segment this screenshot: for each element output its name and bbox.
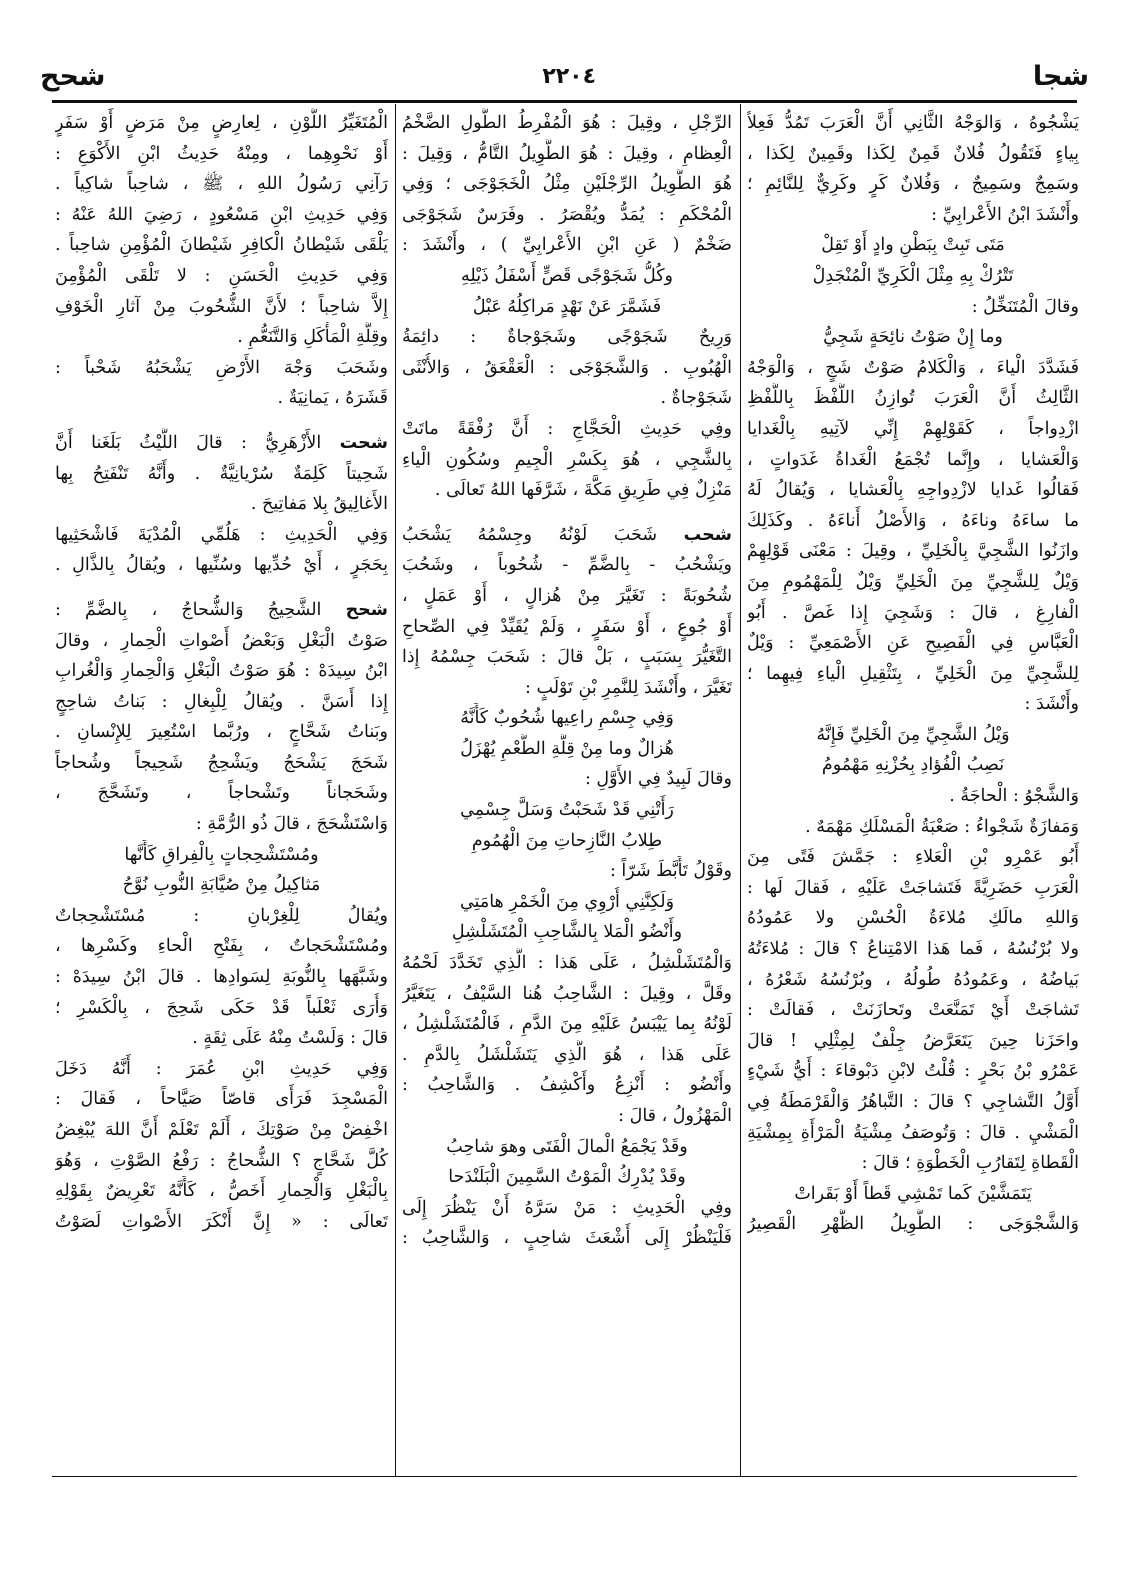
text-line: [55, 993, 388, 1024]
line-text: رَأَتْنِي قَدْ شَحَبْتُ وَسَلَّ جِسْمِي: [460, 800, 674, 821]
entry-headword: شحت: [339, 432, 388, 453]
line-text: شَجَوْجاةٌ .: [660, 388, 732, 409]
text-line: [55, 520, 388, 551]
verse-line: [402, 826, 732, 857]
line-text: وأَنْضُو الْمَلا بِالشَّاحِبِ الْمُتَشَلْشِلِ: [451, 922, 683, 943]
text-line: [402, 1223, 732, 1254]
line-text: بِياءٍ فَتَقُولُ فُلانٌ قَمِنٌ لِكَذا وقَمِينٌ لِكَذا ،: [747, 143, 1079, 164]
text-line: [55, 353, 388, 384]
verse-line: [747, 750, 1079, 781]
line-text: بِحَجَرٍ ، أَيْ حُدِّيها وسُنِّيها ، ويُقالُ بِالذَّالِ .: [55, 555, 388, 576]
text-line: [747, 873, 1079, 904]
line-text: الشَّحِيجُ وَالشُّحاجُ ، بِالضَّمِّ :: [55, 599, 346, 620]
line-text: الْهُبُوبِ . وَالشَّجَوْجَى : الْعَقْعَقُ ، وَالأُنْثَى: [402, 357, 732, 378]
line-text: عَلَى هَذا ، هُوَ الَّذِي يَتَشَلْشَلُ بِالدَّمِ .: [402, 1044, 732, 1065]
line-text: واحَزَنا حِينَ يَتَعَرَّضُ جِلْفٌ لِمِثْلِي ! قالَ: [747, 1030, 1079, 1051]
text-line: [55, 292, 388, 323]
text-line: [402, 169, 732, 200]
line-text: صَوْتُ الْبَغْلِ وَبَعْضُ أَصْواتِ الْحِمارِ ، وقالَ: [55, 630, 388, 651]
text-line: [747, 842, 1079, 873]
verse-line: [402, 795, 732, 826]
verse-line: [402, 1162, 732, 1193]
column-left: [55, 108, 388, 1470]
text-line: [747, 536, 1079, 567]
line-text: شَحَجَ يَشْحَجُ ويَشْحِجُ شَحِيجاً وشُحاجاً: [55, 752, 388, 773]
text-line: [747, 108, 1079, 139]
text-line: [402, 322, 732, 353]
line-text: ويَشْحُبُ - بِالضَّمِّ - شُحُوباً ، وشَحُبَ: [402, 555, 732, 576]
line-text: كُلَّ شَحَّاجٍ ؟ الشُّحاجُ : رَفْعُ الصَّوْتِ ، وَهُوَ: [55, 1150, 388, 1171]
text-line: [55, 428, 388, 459]
line-text: وَفِي الْحَدِيثِ : هَلُمِّي الْمُدْيَةَ فَاشْحَثِيها: [55, 524, 388, 545]
line-text: فَشَمَّرَ عَنْ نَهْدٍ مَراكِلُهُ عَبْلُ: [472, 296, 662, 317]
line-text: وَفِي حَدِيثِ الْحَسَنِ : لا تَلْقَى الْمُؤْمِنَ: [55, 265, 388, 286]
line-text: قَشَرَهُ ، يَمانِيَةٌ .: [277, 388, 388, 409]
text-line: [55, 1023, 388, 1054]
line-text: وَالشَّجْوُ : الْحاجَةُ .: [949, 786, 1079, 807]
line-text: ولا بُرْنُسُهُ ، فَما هَذا الامْتِناعُ ؟ قالَ : مُلاءَتُهُ: [747, 939, 1079, 960]
verse-line: [402, 917, 732, 948]
line-text: وَأُرَى ثَعْلَباً قَدْ حَكَى شَحِجَ ، بِالْكَسْرِ ؛: [55, 997, 388, 1018]
text-line: [402, 475, 732, 506]
line-text: وقالَ الْمُتَنَخِّلُ :: [971, 296, 1079, 317]
line-text: وَفِي حَدِيثِ ابْنِ عُمَرَ : أَنَّهُ دَخَلَ: [55, 1058, 388, 1079]
line-text: وَرِيحٌ شَجَوْجًى وشَجَوْجاةٌ : دائِمَةُ: [402, 327, 732, 348]
text-line: [55, 1207, 388, 1238]
line-text: أَوَّلُ التَّشاجِي ؟ قالَ : التَّباهُرُ وَالْقَرْمَطَةُ فِي: [747, 1092, 1079, 1112]
line-text: وَمَفازَةٌ شَجْواءُ : صَعْبَةُ الْمَسْلَكِ مَهْمَهٌ .: [805, 816, 1079, 837]
line-text: الْمَسْجِدَ فَرَأَى قاصّاً صَيَّاحاً ، فَقالَ :: [55, 1089, 388, 1110]
line-text: وشَحَجاناً وتَشْحاجاً ، وتَشَحَّجَ ،: [55, 783, 388, 804]
text-line: [55, 200, 388, 231]
line-text: الْمُتَغَيِّرُ اللَّوْنِ ، لِعارِضٍ مِنْ مَرَضٍ أَوْ سَفَرٍ: [55, 113, 388, 133]
verse-line: [747, 261, 1079, 292]
line-text: نَصِبُ الْفُؤادِ بِحُزْنِهِ مَهْمُومُ: [821, 755, 1005, 776]
line-text: هُوَ الطَّوِيلُ الرِّجْلَيْنِ مِثْلُ الْخَجَوْجَى ؛ وَفِي: [402, 174, 732, 195]
text-line: [747, 934, 1079, 965]
line-text: التَّغَيُّرَ بِسَبَبٍ ، بَلْ قالَ : شَحَبَ جِسْمُهُ إِذا: [402, 647, 732, 668]
line-text: يَلْقَى شَيْطانُ الْكافِرِ شَيْطانَ الْمُؤْمِنِ شاحِباً .: [55, 235, 388, 256]
text-line: [747, 628, 1079, 659]
text-line: [55, 1115, 388, 1146]
text-line: [747, 506, 1079, 537]
text-line: [55, 809, 388, 840]
text-line: [402, 612, 732, 643]
text-line: [55, 656, 388, 687]
line-text: وَفِي جِسْمِ راعِيها شُحُوبٌ كَأَنَّهُ: [460, 708, 674, 729]
line-text: وأَنْضُو : أَنْزِعُ وأَكْشِفُ . وَالشَّاحِبُ :: [402, 1075, 732, 1096]
entry-gap: [402, 506, 732, 520]
text-line: [747, 903, 1079, 934]
text-line: [402, 520, 732, 551]
line-text: تَشاجَتْ أَيْ تَمَنَّعَتْ وتَحازَنَتْ ، فَقالَتْ :: [747, 1000, 1079, 1021]
verse-line: [402, 1132, 732, 1163]
text-line: [55, 748, 388, 779]
entry-gap: [55, 414, 388, 428]
line-text: ما ساءَهُ وناءَهُ ، وَالأَصْلُ أَناءَهُ . وكَذَلِكَ: [747, 510, 1079, 531]
line-text: يَتَمَشَّيْنَ كَما تَمْشِي قَطاً أَوْ بَقَراتْ: [794, 1183, 1032, 1204]
verse-line: [747, 322, 1079, 353]
text-line: [55, 322, 388, 353]
line-text: وأَنْشَدَ :: [1024, 694, 1079, 715]
text-line: [747, 169, 1079, 200]
line-text: وقالَ لَبِيدٌ فِي الأَوَّلِ :: [584, 769, 732, 790]
text-line: [55, 687, 388, 718]
line-text: وفِي حَدِيثِ الْحَجَّاجِ : أَنَّ رُفْقَةً ماتَتْ: [402, 418, 732, 439]
verse-line: [402, 261, 732, 292]
line-text: وَالشَّجْوَجَى : الطَّوِيلُ الظَّهْرِ الْقَصِيرُ: [747, 1214, 1079, 1235]
text-line: [402, 1040, 732, 1071]
text-line: [55, 962, 388, 993]
text-line: [55, 230, 388, 261]
line-text: ابْنُ سِيدَهْ : هُوَ صَوْتُ الْبَغْلِ وَالْحِمارِ وَالْغُرابِ: [55, 661, 388, 682]
text-line: [402, 414, 732, 445]
line-text: هُزالٌ وما مِنْ قِلَّةِ الطُّعْمِ يُهْزَلُ: [460, 738, 674, 759]
line-text: وشَبَّهَها بِالنُّوبَةِ لِسَوادِها . قالَ ابْنُ سِيدَهْ :: [55, 967, 388, 988]
line-text: تَتْرُكْ بِهِ مِثْلَ الْكَرِيِّ الْمُنْجَدِلْ: [812, 265, 1014, 286]
text-line: [402, 1009, 732, 1040]
text-line: [55, 717, 388, 748]
line-text: طِلابُ النَّازِحاتِ مِنَ الْهُمُومِ: [471, 830, 663, 851]
line-text: شَحَبَ لَوْنُهُ وجِسْمُهُ يَشْحَبُ: [402, 524, 684, 545]
text-line: [55, 931, 388, 962]
text-line: [55, 1084, 388, 1115]
verse-line: [402, 734, 732, 765]
text-line: [55, 901, 388, 932]
text-line: [55, 1054, 388, 1085]
text-line: [747, 689, 1079, 720]
line-text: لِلشَّجِيِّ مِنَ الْخَلِيِّ ، بِتَثْقِيلِ الْياءِ فِيهِما ؛: [747, 663, 1079, 684]
verse-line: [747, 230, 1079, 261]
text-line: [747, 1056, 1079, 1087]
text-line: [55, 595, 388, 626]
line-text: مَنْزِلٌ فِي طَرِيقِ مَكَّةَ ، شَرَّفَها اللهُ تَعالَى .: [434, 480, 732, 501]
text-line: [747, 1118, 1079, 1149]
text-line: [747, 1209, 1079, 1240]
line-text: الأَغالِيقُ بِلا مَفاتِيحَ .: [250, 494, 388, 515]
text-line: [747, 659, 1079, 690]
line-text: الْعَرَبِ حَضَرِيَّةً فَتَشاجَتْ عَلَيْهِ ، فَقالَ لَها :: [747, 877, 1079, 898]
line-text: فَقالُوا غَدايا لازْدِواجِهِ بِالْعَشايا ، وَيُقالُ لَهُ: [747, 480, 1079, 501]
text-line: [747, 353, 1079, 384]
text-line: [747, 475, 1079, 506]
column-divider: [740, 104, 741, 1476]
line-text: شَحِيتاً كَلِمَةٌ سُرْيانِيَّةٌ . وأَنَّهُ تَنْفَتِحُ بِها: [55, 463, 388, 484]
line-text: بِالْبَغْلِ وَالْحِمارِ أَخَصُّ ، كَأَنَّهُ تَعْرِيضٌ بِقَوْلِهِ: [55, 1181, 388, 1202]
text-line: [55, 626, 388, 657]
line-text: وَيْلُ الشَّجِيِّ مِنَ الْخَلِيِّ فَإِنَّهُ: [816, 724, 1010, 745]
text-line: [402, 108, 732, 139]
line-text: رَآنِي رَسُولُ اللهِ ، ﷺ ، شاحِباً شاكِياً .: [55, 174, 388, 195]
line-text: فَشَدَّدَ الْياءَ ، وَالْكَلامُ صَوْتٌ شَجٍ ، وَالْوَجْهُ: [747, 357, 1079, 378]
line-text: ومُسْتَشْحَجاتٌ ، بِفَتْحِ الْحاءِ وكَسْرِها ،: [55, 936, 388, 957]
text-line: [747, 598, 1079, 629]
line-text: مَثاكِيلُ مِنْ صُيَّابَةِ النُّوبِ نُوَّحُ: [122, 875, 321, 896]
line-text: ويُقالُ لِلْغِرْبانِ : مُسْتَشْحِجاتٌ: [55, 905, 388, 926]
verse-line: [55, 840, 388, 871]
line-text: وَلَكِنَّنِي أُرْوِي مِنَ الْخَمْرِ هامَتِي: [459, 891, 675, 912]
line-text: الْفارِغِ ، قالَ : وَشَجِيَ إِذا غَصَّ . أَبُو: [747, 602, 1079, 623]
text-line: [55, 1176, 388, 1207]
line-text: أَبُو عَمْرِو بْنِ الْعَلاءِ : جَمَّشَ فَتًى مِنَ: [747, 847, 1079, 868]
line-text: وبَناتُ شَحَّاجٍ ، ورُبَّما اسْتُعِيرَ لِلإِنْسانِ .: [55, 722, 388, 743]
text-line: [747, 139, 1079, 170]
line-text: قالَ : وَلَسْتُ مِنْهُ عَلَى ثِقَةٍ .: [192, 1028, 388, 1049]
text-line: [55, 459, 388, 490]
column-divider: [395, 104, 396, 1476]
line-text: وأَنْشَدَ ابْنُ الأَعْرابِيِّ :: [931, 204, 1079, 225]
header-right-word: شجا: [1032, 60, 1089, 92]
text-line: [747, 1026, 1079, 1057]
text-line: [747, 200, 1079, 231]
line-text: الْعَبَّاسِ فِي الْفَصِيحِ عَنِ الأَصْمَعِيِّ : وَيْلٌ: [747, 633, 1079, 654]
line-text: مَتَى تَبِتْ بِبَطْنِ وادٍ أَوْ تَقِلْ: [821, 235, 1005, 256]
line-text: وما إِنْ صَوْتُ نائِحَةٍ شَجِيُّ: [823, 327, 1003, 348]
line-text: شُحُوبَةً : تَغَيَّرَ مِنْ هُزالٍ ، أَوْ عَمَلٍ ،: [402, 585, 732, 606]
text-line: [402, 550, 732, 581]
line-text: تَعالَى : « إِنَّ أَنْكَرَ الأَصْواتِ لَصَوْتُ: [55, 1211, 388, 1232]
verse-line: [402, 292, 732, 323]
line-text: وَيْلٌ لِلشَّجِيِّ مِنَ الْخَلِيِّ وَيْلٌ لِلْمَهْمُومِ مِنَ: [747, 571, 1079, 592]
line-text: وَاللهِ مالَكِ مُلاءَةُ الْحُسْنِ ولا عَمُودُهُ: [747, 908, 1079, 929]
line-text: الأَزْهَرِيُّ : قالَ اللَّيْثُ بَلَغَنا أَنَّ: [55, 432, 340, 453]
text-line: [55, 139, 388, 170]
text-line: [747, 1148, 1079, 1179]
text-line: [402, 200, 732, 231]
line-text: لَوْنُهُ بِما يَيْبَسُ عَلَيْهِ مِنَ الدَّمِ ، فَالْمُتَشَلْشِلُ ،: [402, 1014, 732, 1035]
line-text: ازْدِواجاً ، كَقَوْلِهِمْ إِنِّي لآتِيهِ بِالْغَدايا: [747, 418, 1079, 439]
line-text: الثَّالِثُ أَنَّ الْعَرَبَ تُوازِنُ اللَّفْظَ بِاللَّفْظِ: [747, 388, 1079, 409]
header-rule: [52, 100, 1077, 103]
text-line: [747, 414, 1079, 445]
line-text: بَياضُهُ ، وعَمُودُهُ طُولُهُ ، وبُرْنُسُهُ شَعْرُهُ ،: [747, 969, 1079, 990]
line-text: وَالْعَشايا ، وإِنَّما تُجْمَعُ الْغَداةُ غَدَواتٍ ،: [747, 449, 1079, 470]
column-middle: [402, 108, 732, 1470]
line-text: الْمُحْكَمِ : يُمَدُّ ويُقْصَرُ . وفَرَسٌ شَجَوْجَى: [402, 204, 732, 225]
text-line: [402, 979, 732, 1010]
verse-line: [402, 887, 732, 918]
line-text: وقَدْ يُدْرِكُ الْمَوْتُ السَّمِينَ الْبَلَنْدَحا: [448, 1167, 686, 1188]
text-line: [747, 781, 1079, 812]
text-line: [747, 445, 1079, 476]
line-text: ومُسْتَشْحِجاتٍ بِالْفِراقِ كَأَنَّها: [124, 844, 319, 865]
line-text: أَوْ نَحْوِهِما ، ومِنْهُ حَدِيثُ ابْنِ الأَكْوَعِ :: [55, 143, 388, 164]
text-line: [402, 948, 732, 979]
text-line: [402, 581, 732, 612]
text-line: [747, 292, 1079, 323]
text-line: [402, 1193, 732, 1224]
line-text: وشَحَبَ وَجْهَ الأَرْضِ يَشْحَبُهُ شَحْباً :: [55, 357, 388, 378]
text-line: [55, 261, 388, 292]
line-text: يَشْجُوهُ ، وَالوَجْهُ الثَّانِي أَنَّ الْعَرَبَ تَمُدُّ فَعِلاً: [747, 113, 1079, 133]
text-line: [747, 995, 1079, 1026]
text-line: [402, 230, 732, 261]
text-line: [402, 673, 732, 704]
text-line: [402, 642, 732, 673]
line-text: اخْفِضْ مِنْ صَوْتِكَ ، أَلَمْ تَعْلَمْ أَنَّ اللهَ يُبْغِضُ: [55, 1120, 388, 1140]
text-line: [55, 1146, 388, 1177]
text-line: [55, 169, 388, 200]
line-text: وقَوْلُ تَأَبَّطَ شَرّاً :: [609, 861, 732, 882]
verse-line: [747, 1179, 1079, 1210]
line-text: وقِلَّةِ الْمَأْكَلِ وَالتَّنَعُّمِ .: [237, 327, 388, 348]
line-text: الْقَطاةِ لِتَقارُبِ الْخَطْوَةِ ؛ قالَ :: [861, 1153, 1079, 1174]
verse-line: [55, 870, 388, 901]
text-line: [55, 108, 388, 139]
line-text: الْمَهْزُولُ ، قالَ :: [618, 1106, 732, 1126]
line-text: وَاسْتَشْحَجَ ، قالَ ذُو الرُّمَّةِ :: [195, 814, 388, 835]
text-line: [747, 567, 1079, 598]
verse-line: [747, 720, 1079, 751]
column-right: [747, 108, 1079, 1470]
line-text: وفِي الْحَدِيثِ : مَنْ سَرَّهُ أَنْ يَنْظُرَ إِلَى: [402, 1197, 732, 1218]
footer-rule: [52, 1476, 1077, 1477]
text-line: [55, 550, 388, 581]
entry-headword: شحح: [345, 599, 388, 620]
text-line: [402, 445, 732, 476]
text-line: [55, 383, 388, 414]
line-text: عَمْرُو بْنُ بَحْرٍ : قُلْتُ لابْنِ دَبْوقاءَ : أَيُّ شَيْءٍ: [747, 1061, 1079, 1082]
line-text: الرِّجْلِ ، وقِيلَ : هُوَ الْمُفْرِطُ الطُّولِ الضَّخْمُ: [402, 113, 732, 133]
text-line: [747, 383, 1079, 414]
text-line: [402, 353, 732, 384]
line-text: وازَنُوا الشَّجِيَّ بِالْخَلِيِّ ، وقِيلَ : مَعْنَى قَوْلِهِمْ: [747, 541, 1079, 562]
text-line: [402, 139, 732, 170]
text-line: [747, 1087, 1079, 1118]
line-text: ضَخْمٌ ( عَنِ ابْنِ الأَعْرابِيِّ ) ، وأَنْشَدَ :: [402, 235, 732, 256]
text-line: [402, 856, 732, 887]
entry-gap: [55, 581, 388, 595]
line-text: إِلاَّ شاحِباً ؛ لأَنَّ الشُّحُوبَ مِنْ آثارِ الْخَوْفِ: [55, 296, 388, 317]
text-line: [55, 778, 388, 809]
line-text: وَفِي حَدِيثِ ابْنِ مَسْعُودٍ ، رَضِيَ اللهُ عَنْهُ :: [55, 204, 388, 225]
line-text: وسَمِجٌ وسَمِيجٌ ، وَفُلانٌ كَرٍ وكَرِيٌّ لِلنَّائِمِ ؛: [747, 174, 1079, 195]
line-text: وقَدْ يَجْمَعُ الْمالَ الْفَتَى وهوَ شاحِبُ: [446, 1136, 688, 1157]
text-line: [402, 1070, 732, 1101]
header-left-word: شحح: [40, 60, 106, 92]
text-line: [747, 812, 1079, 843]
line-text: وقَلَّ ، وقِيلَ : الشَّاحِبُ هُنا السَّيْفُ ، يَتَغَيَّرُ: [402, 983, 732, 1004]
line-text: الْعِظامِ ، وقِيلَ : هُوَ الطَّوِيلُ التَّامُّ ، وَقِيلَ :: [402, 143, 732, 164]
text-line: [55, 489, 388, 520]
line-text: وكُلُّ شَجَوْجًى قَصٍّ أَسْفَلُ ذَيْلِهِ: [461, 265, 673, 286]
text-line: [402, 764, 732, 795]
line-text: الْمَشْيِ . قالَ : وَتُوصَفُ مِشْيَةُ الْمَرْأَةِ بِمِشْيَةِ: [747, 1122, 1079, 1143]
line-text: إِذا أَسَنَّ . ويُقالُ لِلْبِغالِ : بَناتُ شاحِجٍ: [55, 691, 388, 712]
text-line: [747, 965, 1079, 996]
entry-headword: شحب: [683, 524, 732, 545]
line-text: أَوْ جُوعٍ ، أَوْ سَفَرٍ ، وَلَمْ يُقَيِّدْ فِي الصِّحاحِ: [402, 616, 732, 637]
line-text: تَغَيَّرَ ، وأَنْشَدَ لِلنَّمِرِ بْنِ تَوْلَبٍ :: [525, 677, 732, 698]
page-header: [40, 56, 1089, 96]
verse-line: [402, 703, 732, 734]
text-line: [402, 383, 732, 414]
line-text: بِالشَّجِي ، هُوَ بِكَسْرِ الْجِيمِ وسُكُونِ الْياءِ: [402, 449, 732, 470]
text-line: [402, 1101, 732, 1132]
page-number: ٢٢٠٤: [542, 63, 597, 89]
line-text: فَلْيَنْظُرْ إِلَى أَشْعَثَ شاحِبٍ ، وَالشَّاحِبُ :: [402, 1228, 732, 1249]
line-text: وَالْمُتَشَلْشِلُ ، عَلَى هَذا : الَّذِي تَخَدَّدَ لَحْمُهُ: [402, 953, 732, 974]
